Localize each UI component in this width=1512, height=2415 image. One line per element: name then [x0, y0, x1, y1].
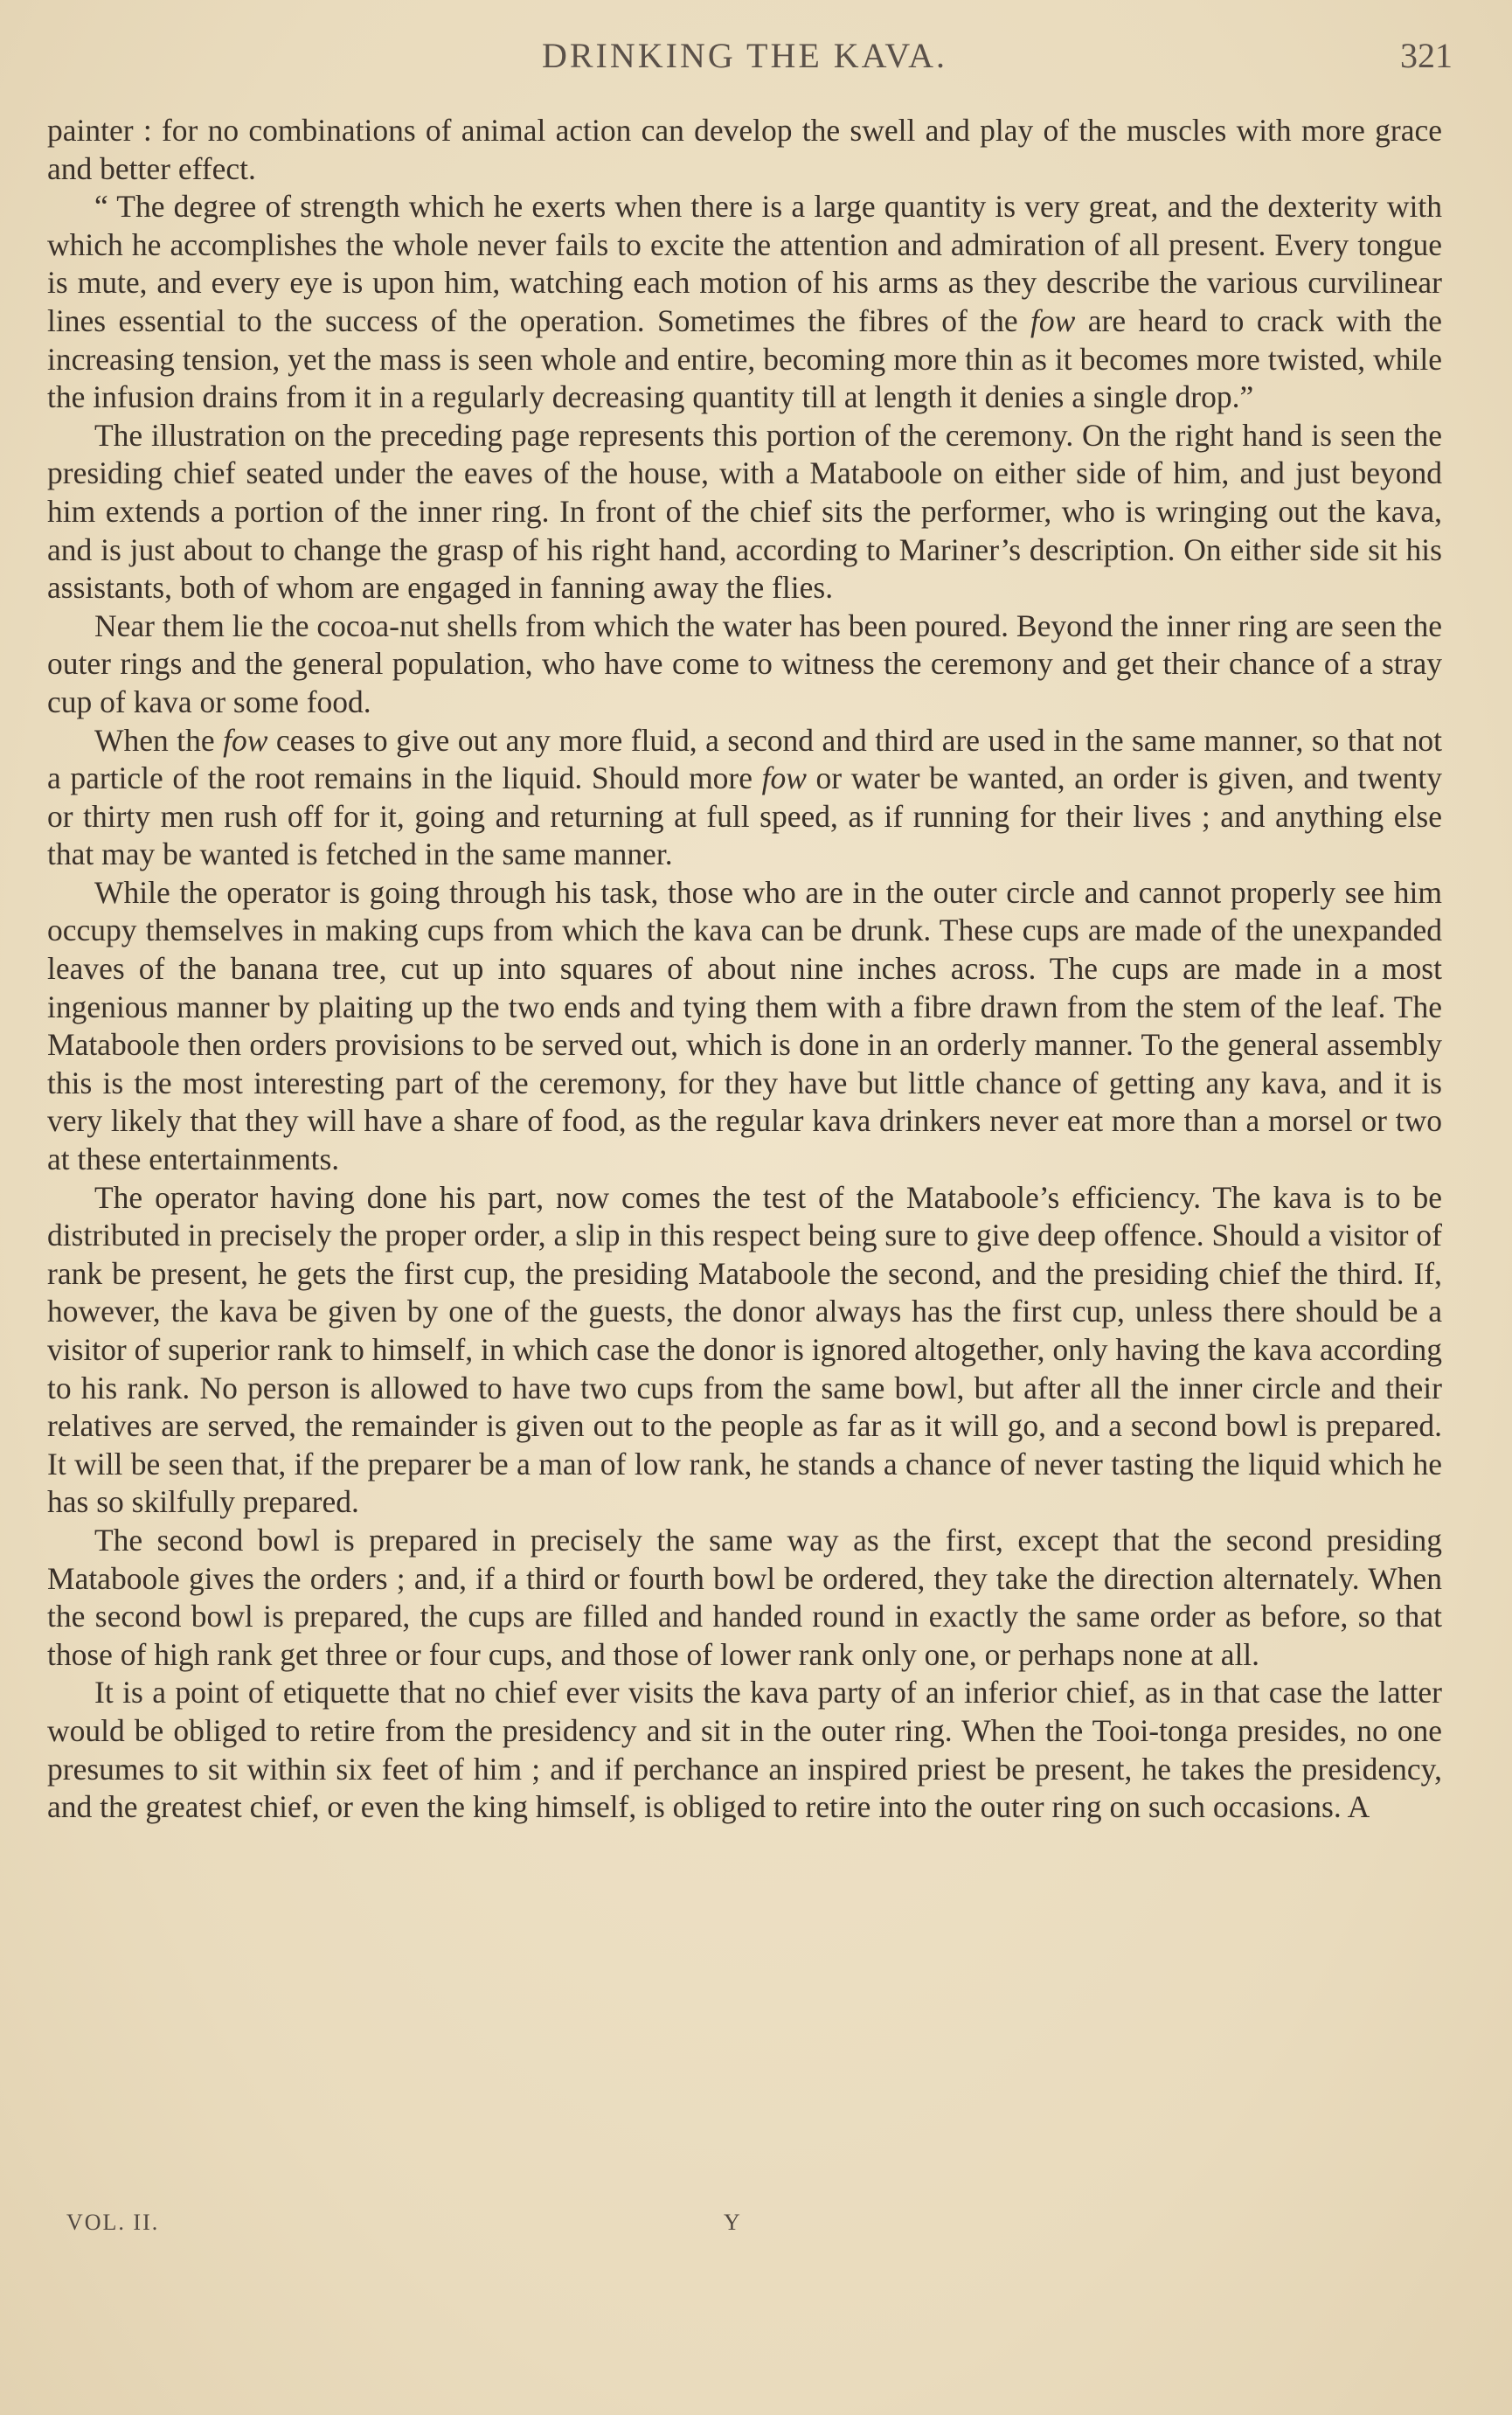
paragraph-distribution: The operator having done his part, now comes the test of the Mataboole’s efficiency. The kava is to be distributed in precisely the proper order, a slip in this respect being sure to give deep offence. Should a visitor of rank be present, he gets the first cup, the presiding Mataboole the second, and the presiding chief the third. If, however, the kava be given by one of the guests, the donor always has the first cup, unless there should be a visitor of superior rank to himself, in which case the donor is ignored altogether, only having the kava according to his rank. No person is allowed to have two cups from the same bowl, but after all the inner circle and their relatives are served, the remainder is given out to the people as far as it will go, and a second bowl is prepared. It will be seen that, if the preparer be a man of low rank, he stands a chance of never tasting the liquid which he has so skilfully prepared. — [47, 1179, 1442, 1520]
page-number: 321 — [1400, 36, 1453, 75]
paragraph-illustration: The illustration on the preceding page represents this portion of the ceremony. On the right hand is seen the presiding chief seated under the eaves of the house, with a Mataboole on either side of him, and just beyond him extends a portion of the inner ring. In front of the chief sits the performer, who is wringing out the kava, and is just about to change the grasp of his right hand, according to Mariner’s description. On either side sit his assistants, both of whom are engaged in fanning away the flies. — [47, 417, 1442, 606]
paragraph-second-bowl: The second bowl is prepared in precisely the same way as the first, except that the second presiding Mataboole gives the orders ; and, if a third or fourth bowl be ordered, they take the direction alternately. When the second bowl is prepared, the cups are filled and handed round in exactly the same order as before, so that those of high rank get three or four cups, and those of lower rank only one, or perhaps none at all. — [47, 1522, 1442, 1672]
paragraph-continuation: painter : for no combinations of animal action can develop the swell and play of the muscles with more grace and better effect. — [47, 113, 1442, 186]
running-head — [45, 33, 1453, 86]
paragraph-cocoa-nut-shells: Near them lie the cocoa-nut shells from which the water has been poured. Beyond the inner ring are seen the outer rings and the general population, who have come to witness the ceremony and get their chance of a stray cup of kava or some food. — [47, 607, 1442, 719]
body-text — [47, 112, 1442, 1827]
paragraph-etiquette: It is a point of etiquette that no chief ever visits the kava party of an inferior chief, as in that case the latter would be obliged to retire from the presidency and sit in the outer ring. When the Tooi-tonga presides, no one presumes to sit within six feet of him ; and if perchance an inspired priest be present, he takes the presidency, and the greatest chief, or even the king himself, is obliged to retire into the outer ring on such occasions. A — [47, 1675, 1442, 1825]
signature-mark: Y — [724, 2210, 742, 2235]
paragraph-fow-ceases: When the fow ceases to give out any more fluid, a second and third are used in the same manner, so that not a particle of the root remains in the liquid. Should more fow or water be wanted, an order is given, and twenty or thirty men rush off for it, going and returning at full speed, as if running for their lives ; and anything else that may be wanted is fetched in the same manner. — [47, 722, 1443, 872]
page-footer — [66, 2210, 1395, 2245]
volume-label: VOL. II. — [66, 2210, 160, 2235]
paragraph-making-cups: While the operator is going through his task, those who are in the outer circle and cannot properly see him occupy themselves in making cups from which the kava can be drunk. These cups are made of the unexpanded leaves of the banana tree, cut up into squares of about nine inches across. The cups are made in a most ingenious manner by plaiting up the two ends and tying them with a fibre drawn from the stem of the leaf. The Mataboole then orders provisions to be served out, which is done in an orderly manner. To the general assembly this is the most interesting part of the ceremony, for they have but little chance of getting any kava, and it is very likely that they will have a share of food, as the regular kava drinkers never eat more than a morsel or two at these entertainments. — [47, 874, 1442, 1177]
paragraph-quotation: “ The degree of strength which he exerts when there is a large quantity is very great, and the dexterity with which he accomplishes the whole never fails to excite the attention and admiration of all present. Every tongue is mute, and every eye is upon him, watching each motion of his arms as they describe the various curvilinear lines essential to the success of the operation. Sometimes the fibres of the fow are heard to crack with the increasing tension, yet the mass is seen whole and entire, becoming more thin as it becomes more twisted, while the infusion drains from it in a regularly decreasing quantity till at length it denies a single drop.” — [47, 189, 1442, 415]
chapter-running-title: DRINKING THE KAVA. — [541, 36, 948, 75]
